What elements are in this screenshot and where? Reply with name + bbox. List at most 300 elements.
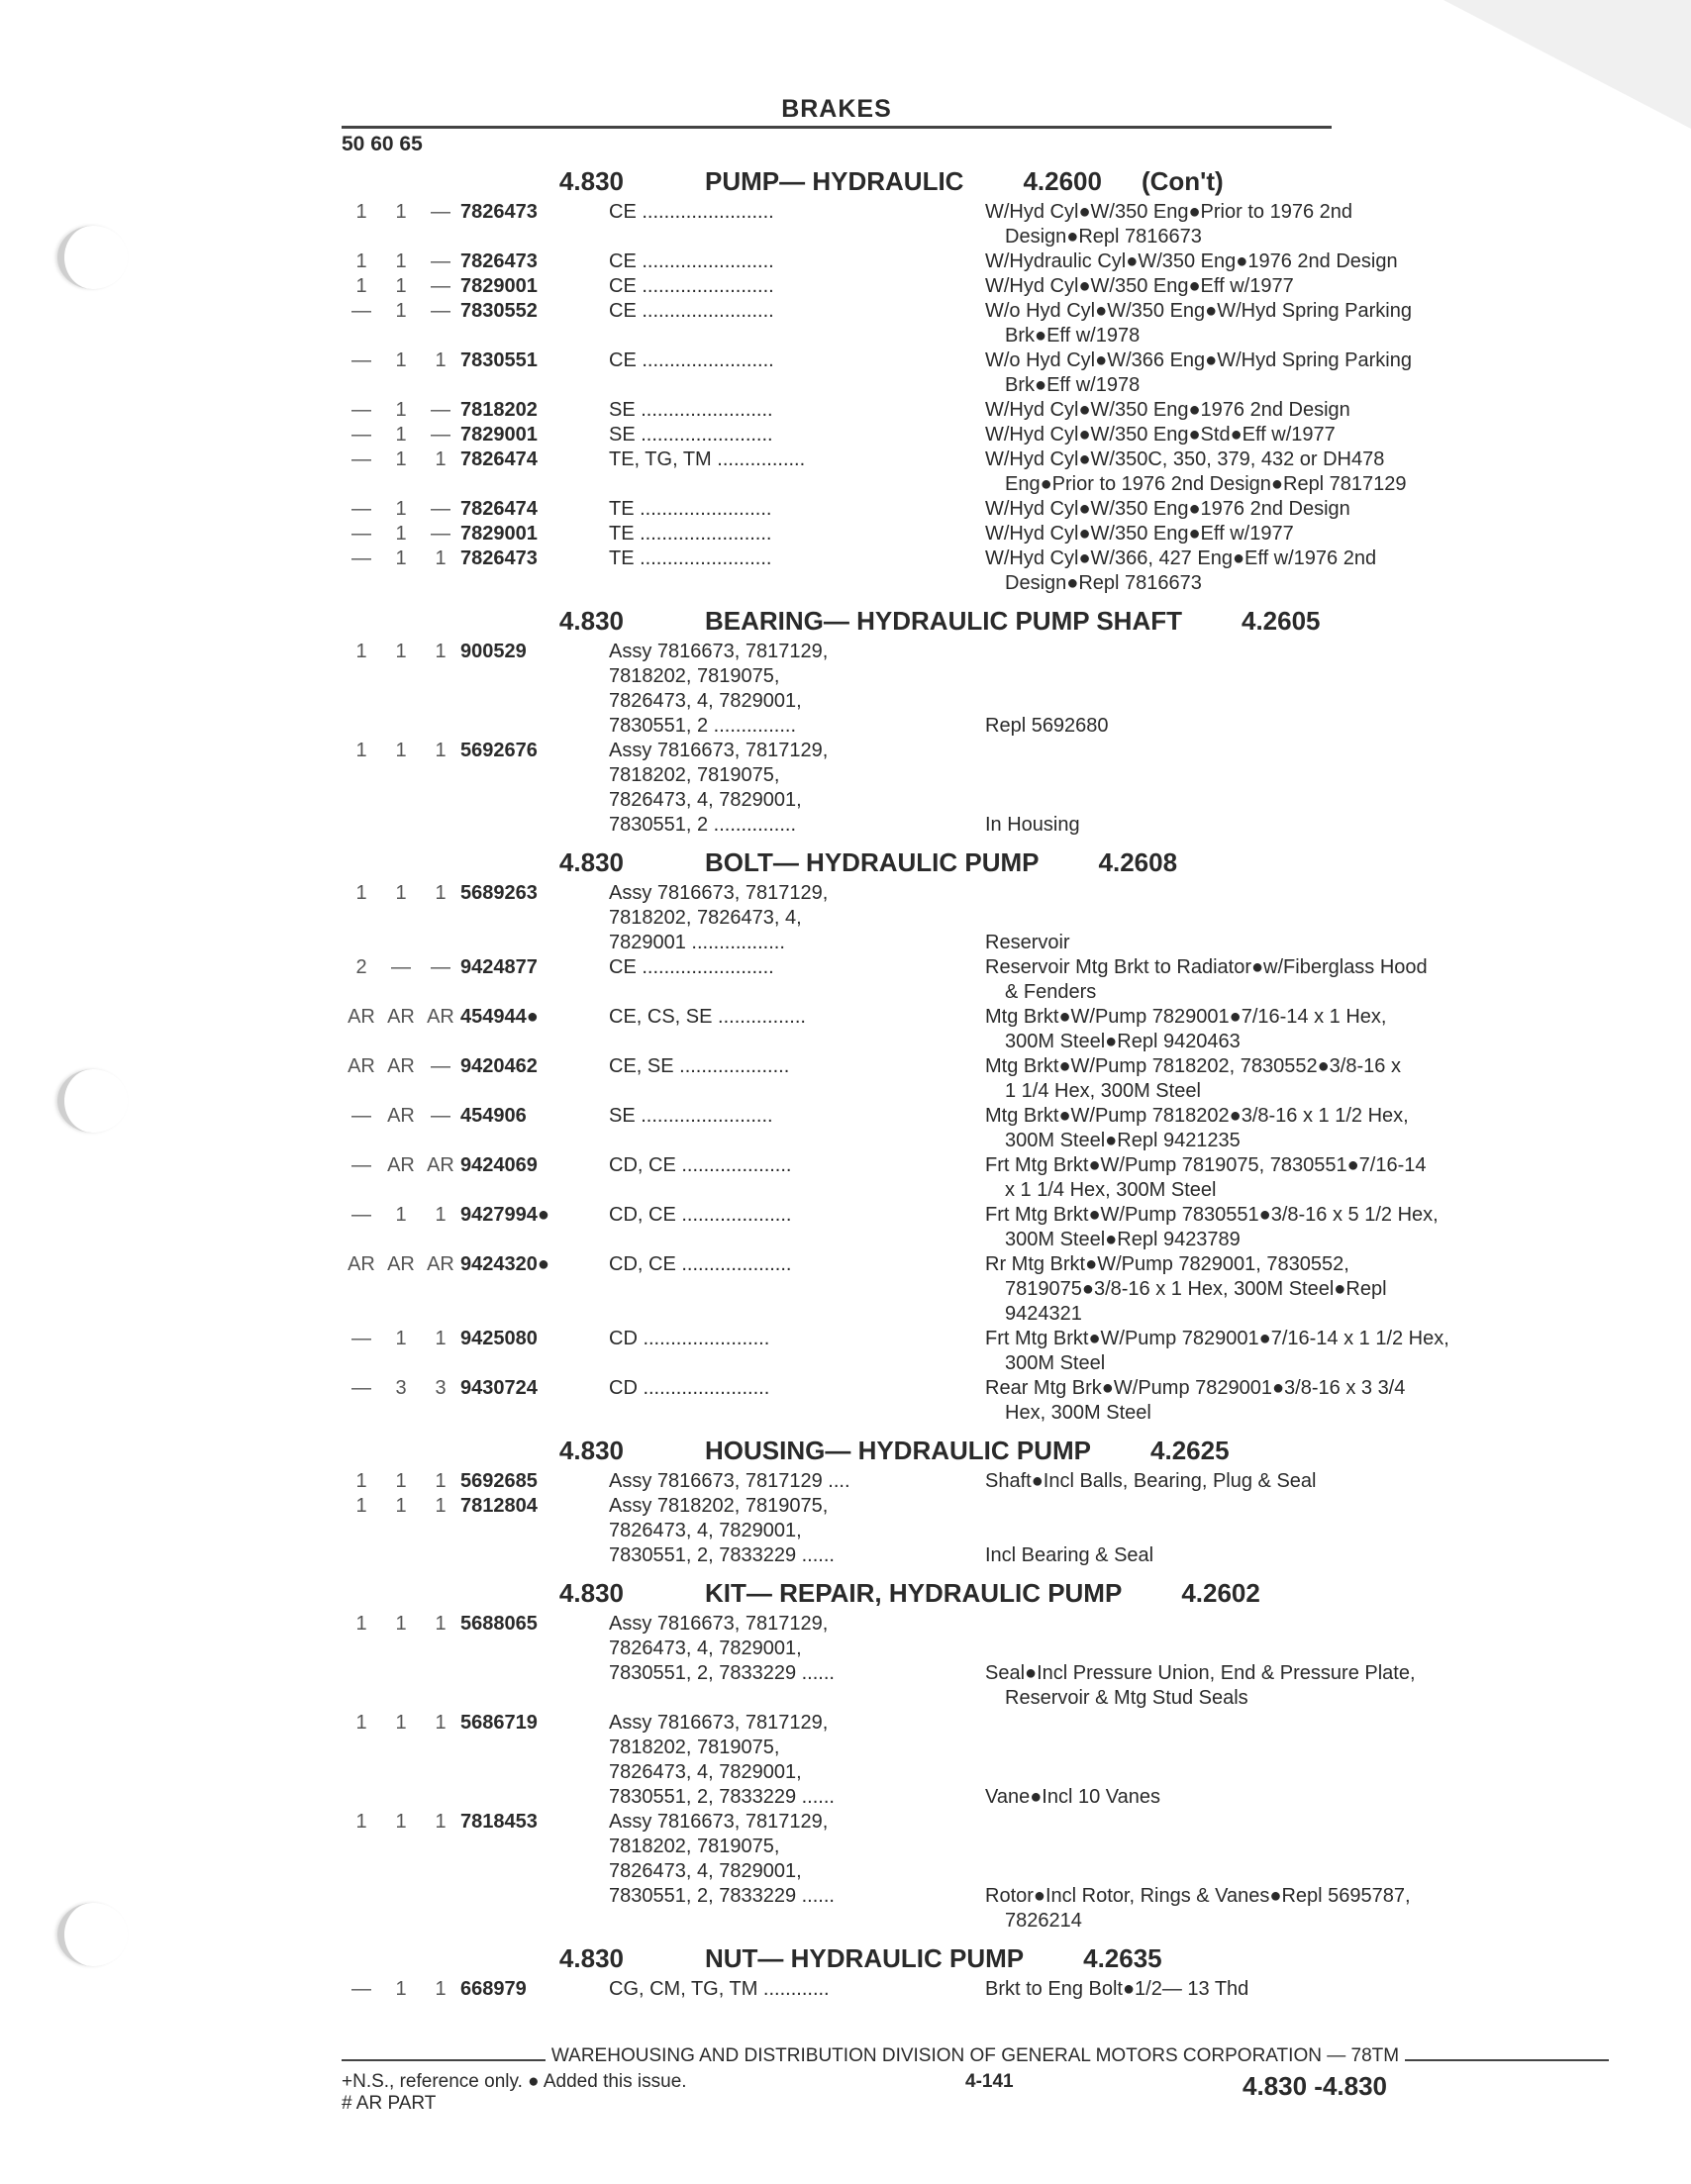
quantity-cell: 1 — [395, 1328, 407, 1349]
quantity-cell: — — [431, 1055, 450, 1077]
part-row — [342, 1153, 1609, 1203]
quantity-columns — [342, 497, 460, 522]
page-content — [342, 95, 1609, 2002]
quantity-columns — [342, 1469, 460, 1494]
part-description — [975, 299, 1569, 348]
model-usage: Assy 7816673, 7817129, 7826473, 4, 7829001, 7830551, 2, 7833229 ...... — [609, 1613, 835, 1684]
quantity-cell: 1 — [395, 523, 407, 545]
model-usage: Assy 7816673, 7817129, 7818202, 7819075, 7826473, 4, 7829001, 7830551, 2, 7833229 ...... — [609, 1712, 835, 1808]
quantity-cell: — — [351, 523, 371, 545]
part-row — [342, 739, 1609, 838]
quantity-cell: 1 — [395, 740, 407, 761]
quantity-cell: 1 — [355, 740, 367, 761]
quantity-columns — [342, 739, 460, 838]
part-description — [975, 1977, 1569, 2002]
section-group: 4.830 — [558, 1436, 624, 1465]
quantity-cell: 1 — [435, 1613, 447, 1635]
quantity-cell: AR — [348, 1006, 375, 1028]
part-number: 7830551 — [460, 349, 538, 371]
part-description — [975, 1252, 1569, 1327]
quantity-cell: AR — [387, 1055, 415, 1077]
part-number: 9424877 — [460, 956, 538, 978]
description-continuation: 300M Steel●Repl 9423789 — [1005, 1229, 1241, 1250]
quantity-cell: — — [431, 956, 450, 978]
description-line: Frt Mtg Brkt●W/Pump 7830551●3/8-16 x 5 1/2 Hex, — [985, 1204, 1439, 1226]
description-line: Rr Mtg Brkt●W/Pump 7829001, 7830552, — [985, 1253, 1349, 1275]
part-description — [975, 1153, 1569, 1203]
parts-sections — [342, 166, 1609, 2002]
quantity-cell: 1 — [395, 1978, 407, 2000]
section-name: HOUSING— HYDRAULIC PUMP — [705, 1436, 1092, 1465]
part-description — [975, 447, 1569, 497]
quantity-cell: — — [351, 1377, 371, 1399]
part-number: 9427994● — [460, 1204, 549, 1226]
part-description — [975, 739, 1569, 838]
part-row — [342, 299, 1609, 348]
quantity-cell: 1 — [395, 1204, 407, 1226]
quantity-columns — [342, 1252, 460, 1327]
quantity-cell: AR — [387, 1253, 415, 1275]
quantity-cell: 1 — [395, 1495, 407, 1517]
description-line: Reservoir Mtg Brkt to Radiator●w/Fiberglass Hood — [985, 956, 1428, 978]
description-line: Repl 5692680 — [985, 715, 1109, 737]
part-row — [342, 423, 1609, 447]
quantity-cell: 1 — [395, 1613, 407, 1635]
model-usage: Assy 7816673, 7817129, 7818202, 7819075, 7826473, 4, 7829001, 7830551, 2 ............... — [609, 740, 829, 836]
part-number: 5692676 — [460, 740, 538, 761]
model-usage: CE, CS, SE ................ — [609, 1006, 806, 1028]
quantity-cell: 1 — [435, 1470, 447, 1492]
quantity-cell: — — [351, 1328, 371, 1349]
model-usage: Assy 7818202, 7819075, 7826473, 4, 7829001, 7830551, 2, 7833229 ...... — [609, 1495, 835, 1566]
section-group-code: 4.2600 — [1023, 166, 1102, 196]
quantity-cell: 1 — [355, 1470, 367, 1492]
binder-hole — [57, 1069, 128, 1133]
quantity-cell: 1 — [395, 1470, 407, 1492]
section-header — [342, 1436, 1609, 1469]
description-continuation: Reservoir & Mtg Stud Seals — [1005, 1687, 1248, 1709]
part-number: 7826473 — [460, 547, 538, 569]
part-description — [975, 1376, 1569, 1426]
description-line: Rear Mtg Brk●W/Pump 7829001●3/8-16 x 3 3/4 — [985, 1377, 1406, 1399]
quantity-cell: AR — [387, 1006, 415, 1028]
model-usage: CE, SE .................... — [609, 1055, 790, 1077]
quantity-cell: 1 — [395, 399, 407, 421]
model-usage: CE ........................ — [609, 250, 774, 272]
quantity-cell: AR — [348, 1253, 375, 1275]
description-line: W/Hydraulic Cyl●W/350 Eng●1976 2nd Design — [985, 250, 1398, 272]
description-line: W/Hyd Cyl●W/350 Eng●Eff w/1977 — [985, 275, 1294, 297]
part-number: 7826473 — [460, 250, 538, 272]
quantity-cell: 2 — [355, 956, 367, 978]
page-number: 4-141 — [965, 2071, 1014, 2092]
quantity-cell: — — [351, 1154, 371, 1176]
quantity-cell: 1 — [395, 547, 407, 569]
part-number: 5688065 — [460, 1613, 538, 1635]
model-usage: CE ........................ — [609, 275, 774, 297]
quantity-cell: — — [431, 498, 450, 520]
section-header — [342, 606, 1609, 640]
section-group: 4.830 — [558, 606, 624, 636]
quantity-cell: 1 — [395, 1811, 407, 1833]
part-number: 668979 — [460, 1978, 527, 2000]
parts-section — [342, 1943, 1609, 2002]
description-line: Vane●Incl 10 Vanes — [985, 1786, 1161, 1808]
part-number: 5686719 — [460, 1712, 538, 1734]
description-continuation: 1 1/4 Hex, 300M Steel — [1005, 1080, 1201, 1102]
part-row — [342, 1469, 1609, 1494]
footer-rule — [342, 2059, 546, 2061]
quantity-columns — [342, 299, 460, 348]
description-continuation: 300M Steel●Repl 9421235 — [1005, 1130, 1241, 1151]
part-description — [975, 1810, 1569, 1934]
section-name: BOLT— HYDRAULIC PUMP — [705, 847, 1040, 877]
quantity-cell: 1 — [395, 448, 407, 470]
part-row — [342, 249, 1609, 274]
section-name: KIT— REPAIR, HYDRAULIC PUMP — [705, 1578, 1123, 1608]
model-usage: TE ........................ — [609, 498, 772, 520]
part-description — [975, 398, 1569, 423]
section-group-code: 4.2605 — [1241, 606, 1321, 636]
part-number: 7826474 — [460, 498, 538, 520]
part-row — [342, 1005, 1609, 1054]
part-number: 900529 — [460, 641, 527, 662]
quantity-columns — [342, 640, 460, 739]
part-number: 7829001 — [460, 424, 538, 446]
quantity-cell: — — [351, 547, 371, 569]
part-row — [342, 398, 1609, 423]
quantity-cell: 1 — [395, 349, 407, 371]
section-name: NUT— HYDRAULIC PUMP — [705, 1943, 1025, 1973]
section-group-code: 4.2635 — [1083, 1943, 1162, 1973]
footer-note: # AR PART — [342, 2093, 437, 2114]
quantity-cell: 1 — [355, 250, 367, 272]
description-continuation: 300M Steel — [1005, 1352, 1106, 1374]
quantity-cell: — — [431, 250, 450, 272]
model-usage: CD ....................... — [609, 1377, 770, 1399]
footer-note: +N.S., reference only. ● Added this issue. — [342, 2071, 687, 2092]
description-line: W/Hyd Cyl●W/350 Eng●1976 2nd Design — [985, 399, 1350, 421]
part-description — [975, 1104, 1569, 1153]
quantity-columns — [342, 546, 460, 596]
description-line: W/Hyd Cyl●W/350 Eng●Eff w/1977 — [985, 523, 1294, 545]
quantity-cell: 1 — [355, 1613, 367, 1635]
quantity-columns — [342, 398, 460, 423]
part-description — [975, 522, 1569, 546]
part-description — [975, 640, 1569, 739]
quantity-cell: AR — [427, 1154, 454, 1176]
part-number: 9430724 — [460, 1377, 538, 1399]
quantity-cell: 1 — [395, 1712, 407, 1734]
part-row — [342, 955, 1609, 1005]
description-line: Reservoir — [985, 932, 1070, 953]
part-description — [975, 1469, 1569, 1494]
part-row — [342, 447, 1609, 497]
part-row — [342, 1327, 1609, 1376]
part-number: 7818202 — [460, 399, 538, 421]
part-number: 9425080 — [460, 1328, 538, 1349]
quantity-columns — [342, 348, 460, 398]
model-usage: CE ........................ — [609, 300, 774, 322]
part-number: 5692685 — [460, 1470, 538, 1492]
part-row — [342, 522, 1609, 546]
quantity-columns — [342, 423, 460, 447]
page-range: 4.830 -4.830 — [1243, 2071, 1388, 2101]
quantity-cell: — — [431, 399, 450, 421]
description-continuation: 7819075●3/8-16 x 1 Hex, 300M Steel●Repl 9424321 — [1005, 1278, 1387, 1325]
quantity-cell: — — [351, 1204, 371, 1226]
parts-section — [342, 1578, 1609, 1934]
quantity-cell: — — [431, 201, 450, 223]
quantity-cell: 1 — [435, 1204, 447, 1226]
quantity-cell: 1 — [435, 448, 447, 470]
model-usage: SE ........................ — [609, 1105, 773, 1127]
description-line: Frt Mtg Brkt●W/Pump 7829001●7/16-14 x 1 1/2 Hex, — [985, 1328, 1449, 1349]
model-usage: TE ........................ — [609, 547, 772, 569]
model-usage: CE ........................ — [609, 201, 774, 223]
part-description — [975, 1711, 1569, 1810]
description-continuation: Hex, 300M Steel — [1005, 1402, 1151, 1424]
quantity-columns — [342, 1203, 460, 1252]
quantity-cell: 1 — [435, 882, 447, 904]
part-number: 454944● — [460, 1006, 539, 1028]
part-row — [342, 1711, 1609, 1810]
model-usage: CE ........................ — [609, 349, 774, 371]
quantity-columns — [342, 1711, 460, 1810]
part-description — [975, 200, 1569, 249]
quantity-cell: 1 — [355, 641, 367, 662]
section-group: 4.830 — [558, 1578, 624, 1608]
part-row — [342, 881, 1609, 955]
description-line: W/Hyd Cyl●W/350 Eng●Std●Eff w/1977 — [985, 424, 1336, 446]
part-row — [342, 348, 1609, 398]
model-usage: CD, CE .................... — [609, 1253, 792, 1275]
part-row — [342, 1376, 1609, 1426]
quantity-cell: — — [351, 349, 371, 371]
part-description — [975, 1327, 1569, 1376]
quantity-cell: 1 — [395, 201, 407, 223]
quantity-cell: — — [431, 300, 450, 322]
description-line: Rotor●Incl Rotor, Rings & Vanes●Repl 5695787, — [985, 1885, 1411, 1907]
description-continuation: 300M Steel●Repl 9420463 — [1005, 1031, 1241, 1052]
quantity-cell: — — [351, 498, 371, 520]
quantity-columns — [342, 447, 460, 497]
quantity-columns — [342, 200, 460, 249]
quantity-cell: — — [351, 300, 371, 322]
quantity-cell: 1 — [395, 250, 407, 272]
page-title: BRAKES — [342, 95, 1332, 129]
binder-hole — [57, 226, 128, 289]
part-number: 7812804 — [460, 1495, 538, 1517]
description-line: W/Hyd Cyl●W/350 Eng●Prior to 1976 2nd — [985, 201, 1352, 223]
description-line: Frt Mtg Brkt●W/Pump 7819075, 7830551●7/16-14 — [985, 1154, 1427, 1176]
quantity-cell: — — [351, 448, 371, 470]
part-row — [342, 1494, 1609, 1568]
part-number: 9420462 — [460, 1055, 538, 1077]
parts-section — [342, 1436, 1609, 1568]
description-line: Mtg Brkt●W/Pump 7818202●3/8-16 x 1 1/2 Hex, — [985, 1105, 1409, 1127]
part-number: 9424069 — [460, 1154, 538, 1176]
year-columns-header: 50 60 65 — [342, 133, 423, 155]
model-usage: CD, CE .................... — [609, 1204, 792, 1226]
quantity-columns — [342, 1810, 460, 1934]
model-usage: Assy 7816673, 7817129, 7818202, 7819075, 7826473, 4, 7829001, 7830551, 2 ............... — [609, 641, 829, 737]
model-usage: TE, TG, TM ................ — [609, 448, 806, 470]
section-header — [342, 166, 1609, 200]
quantity-cell: 1 — [435, 1328, 447, 1349]
section-group-code: 4.2625 — [1150, 1436, 1230, 1465]
part-description — [975, 274, 1569, 299]
quantity-columns — [342, 1005, 460, 1054]
part-row — [342, 1977, 1609, 2002]
part-description — [975, 1612, 1569, 1711]
part-description — [975, 497, 1569, 522]
quantity-cell: AR — [348, 1055, 375, 1077]
part-row — [342, 640, 1609, 739]
quantity-cell: — — [351, 1105, 371, 1127]
part-number: 9424320● — [460, 1253, 549, 1275]
description-continuation: & Fenders — [1005, 981, 1097, 1003]
model-usage: SE ........................ — [609, 399, 773, 421]
quantity-cell: — — [391, 956, 411, 978]
part-description — [975, 1005, 1569, 1054]
description-line: W/Hyd Cyl●W/366, 427 Eng●Eff w/1976 2nd — [985, 547, 1377, 569]
description-line: Incl Bearing & Seal — [985, 1544, 1154, 1566]
section-name: BEARING— HYDRAULIC PUMP SHAFT — [705, 606, 1182, 636]
description-line: W/Hyd Cyl●W/350 Eng●1976 2nd Design — [985, 498, 1350, 520]
part-description — [975, 1494, 1569, 1568]
section-name: PUMP— HYDRAULIC — [705, 166, 964, 196]
quantity-columns — [342, 1376, 460, 1426]
part-row — [342, 546, 1609, 596]
part-row — [342, 1203, 1609, 1252]
quantity-cell: 3 — [435, 1377, 447, 1399]
quantity-cell: 3 — [395, 1377, 407, 1399]
quantity-columns — [342, 1494, 460, 1568]
quantity-columns — [342, 522, 460, 546]
section-continued: (Con't) — [1141, 166, 1224, 196]
quantity-columns — [342, 881, 460, 955]
parts-section — [342, 847, 1609, 1426]
quantity-cell: 1 — [395, 498, 407, 520]
quantity-cell: — — [431, 424, 450, 446]
quantity-columns — [342, 249, 460, 274]
description-continuation: Brk●Eff w/1978 — [1005, 325, 1141, 347]
part-number: 7826474 — [460, 448, 538, 470]
quantity-columns — [342, 1153, 460, 1203]
quantity-cell: 1 — [355, 1811, 367, 1833]
section-group-code: 4.2608 — [1098, 847, 1178, 877]
description-line: W/o Hyd Cyl●W/366 Eng●W/Hyd Spring Parking — [985, 349, 1412, 371]
quantity-cell: — — [431, 523, 450, 545]
part-description — [975, 423, 1569, 447]
quantity-columns — [342, 1054, 460, 1104]
model-usage: Assy 7816673, 7817129, 7818202, 7819075, 7826473, 4, 7829001, 7830551, 2, 7833229 ...... — [609, 1811, 835, 1907]
section-header — [342, 1943, 1609, 1977]
part-number: 7830552 — [460, 300, 538, 322]
description-line: Mtg Brkt●W/Pump 7829001●7/16-14 x 1 Hex, — [985, 1006, 1387, 1028]
section-header — [342, 1578, 1609, 1612]
quantity-cell: 1 — [395, 424, 407, 446]
footer-notes — [342, 2071, 965, 2115]
part-number: 7826473 — [460, 201, 538, 223]
quantity-cell: 1 — [395, 275, 407, 297]
description-line: Mtg Brkt●W/Pump 7818202, 7830552●3/8-16 x — [985, 1055, 1401, 1077]
description-line: W/Hyd Cyl●W/350C, 350, 379, 432 or DH478 — [985, 448, 1385, 470]
quantity-cell: 1 — [435, 1712, 447, 1734]
part-row — [342, 200, 1609, 249]
description-continuation: Design●Repl 7816673 — [1005, 226, 1202, 248]
part-description — [975, 1203, 1569, 1252]
quantity-columns — [342, 955, 460, 1005]
quantity-cell: 1 — [355, 201, 367, 223]
description-continuation: x 1 1/4 Hex, 300M Steel — [1005, 1179, 1217, 1201]
part-number: 7829001 — [460, 275, 538, 297]
quantity-columns — [342, 1327, 460, 1376]
quantity-cell: 1 — [395, 641, 407, 662]
model-usage: Assy 7816673, 7817129 .... — [609, 1470, 850, 1492]
parts-section — [342, 166, 1609, 596]
part-number: 454906 — [460, 1105, 527, 1127]
quantity-cell: AR — [427, 1253, 454, 1275]
description-continuation: Design●Repl 7816673 — [1005, 572, 1202, 594]
quantity-cell: AR — [427, 1006, 454, 1028]
part-number: 7829001 — [460, 523, 538, 545]
part-description — [975, 249, 1569, 274]
quantity-columns — [342, 1612, 460, 1711]
quantity-cell: AR — [387, 1105, 415, 1127]
part-number: 5689263 — [460, 882, 538, 904]
quantity-cell: 1 — [395, 882, 407, 904]
quantity-cell: 1 — [435, 740, 447, 761]
quantity-cell: — — [431, 275, 450, 297]
part-row — [342, 1810, 1609, 1934]
quantity-cell: — — [351, 399, 371, 421]
quantity-cell: 1 — [435, 1811, 447, 1833]
quantity-cell: 1 — [355, 1712, 367, 1734]
quantity-columns — [342, 1104, 460, 1153]
quantity-cell: 1 — [435, 1495, 447, 1517]
quantity-cell: 1 — [395, 300, 407, 322]
part-row — [342, 274, 1609, 299]
description-continuation: Brk●Eff w/1978 — [1005, 374, 1141, 396]
part-description — [975, 1054, 1569, 1104]
section-header — [342, 847, 1609, 881]
section-group: 4.830 — [558, 1943, 624, 1973]
part-description — [975, 546, 1569, 596]
quantity-cell: 1 — [435, 1978, 447, 2000]
part-description — [975, 955, 1569, 1005]
part-description — [975, 881, 1569, 955]
part-row — [342, 1612, 1609, 1711]
model-usage: CD ....................... — [609, 1328, 770, 1349]
quantity-cell: — — [351, 424, 371, 446]
section-group-code: 4.2602 — [1181, 1578, 1260, 1608]
description-line: W/o Hyd Cyl●W/350 Eng●W/Hyd Spring Parking — [985, 300, 1412, 322]
quantity-cell: 1 — [435, 349, 447, 371]
description-line: Brkt to Eng Bolt●1/2— 13 Thd — [985, 1978, 1249, 2000]
part-number: 7818453 — [460, 1811, 538, 1833]
model-usage: Assy 7816673, 7817129, 7818202, 7826473, 4, 7829001 ................. — [609, 882, 829, 953]
quantity-columns — [342, 274, 460, 299]
quantity-cell: — — [351, 1978, 371, 2000]
description-continuation: Eng●Prior to 1976 2nd Design●Repl 7817129 — [1005, 473, 1407, 495]
description-line: Seal●Incl Pressure Union, End & Pressure Plate, — [985, 1662, 1416, 1684]
part-row — [342, 1252, 1609, 1327]
footer-rule — [1405, 2059, 1609, 2061]
model-usage: SE ........................ — [609, 424, 773, 446]
part-row — [342, 1104, 1609, 1153]
